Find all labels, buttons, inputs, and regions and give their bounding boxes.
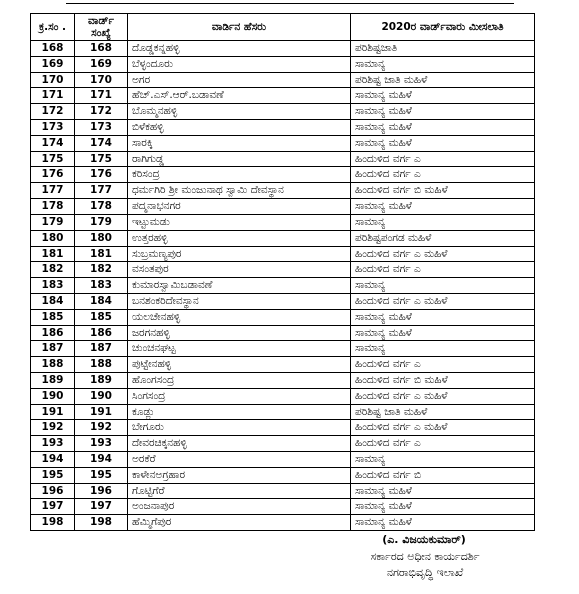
table-row — [31, 341, 535, 357]
reservation-cell: ಸಾಮಾನ್ಯ ಮಹಿಳೆ — [351, 325, 535, 341]
ward-name-cell: ಯಲಚೇನಹಳ್ಳಿ — [128, 309, 351, 325]
reservation-cell: ಸಾಮಾನ್ಯ ಮಹಿಳೆ — [351, 135, 535, 151]
header-ward-no: ವಾರ್ಡ್ ಸಂಖ್ಯೆ — [75, 14, 128, 41]
reservation-cell: ಸಾಮಾನ್ಯ ಮಹಿಳೆ — [351, 483, 535, 499]
table-row — [31, 436, 535, 452]
ward-name-cell: ಕರಿಸಂದ್ರ — [128, 167, 351, 183]
ward-no-cell: 181 — [75, 246, 128, 262]
reservation-cell: ಹಿಂದುಳಿದ ವರ್ಗ ಎ ಮಹಿಳೆ — [351, 388, 535, 404]
reservation-cell: ಹಿಂದುಳಿದ ವರ್ಗ ಎ — [351, 436, 535, 452]
reservation-cell: ಸಾಮಾನ್ಯ ಮಹಿಳೆ — [351, 515, 535, 531]
ward-name-cell: ಧರ್ಮಗಿರಿ ಶ್ರೀ ಮಂಜುನಾಥ ಸ್ವಾಮಿ ದೇವಸ್ಥಾನ — [128, 183, 351, 199]
ward-no-cell: 182 — [75, 262, 128, 278]
ward-name-cell: ಸಿಂಗಸಂದ್ರ — [128, 388, 351, 404]
table-row — [31, 467, 535, 483]
ward-name-cell: ಬೆಳ್ಳಂದೂರು — [128, 56, 351, 72]
ward-no-cell: 184 — [75, 293, 128, 309]
ward-name-cell: ಉತ್ತರಹಳ್ಳಿ — [128, 230, 351, 246]
ward-no-cell: 180 — [75, 230, 128, 246]
ward-no-cell: 170 — [75, 72, 128, 88]
ward-reservation-table — [30, 13, 535, 531]
reservation-cell: ಸಾಮಾನ್ಯ — [351, 341, 535, 357]
sl-cell: 170 — [31, 72, 75, 88]
ward-no-cell: 176 — [75, 167, 128, 183]
sl-cell: 198 — [31, 515, 75, 531]
table-row — [31, 293, 535, 309]
ward-no-cell: 177 — [75, 183, 128, 199]
ward-name-cell: ಬೊಮ್ಮನಹಳ್ಳಿ — [128, 104, 351, 120]
reservation-cell: ಸಾಮಾನ್ಯ ಮಹಿಳೆ — [351, 309, 535, 325]
sl-cell: 173 — [31, 119, 75, 135]
ward-no-cell: 179 — [75, 214, 128, 230]
reservation-cell: ಸಾಮಾನ್ಯ — [351, 278, 535, 294]
table-row — [31, 372, 535, 388]
ward-name-cell: ದೊಡ್ಡಕನ್ನಹಳ್ಳಿ — [128, 41, 351, 57]
reservation-cell: ಹಿಂದುಳಿದ ವರ್ಗ ಬಿ ಮಹಿಳೆ — [351, 372, 535, 388]
table-row — [31, 104, 535, 120]
ward-name-cell: ಚುಂಚನಘಟ್ಟ — [128, 341, 351, 357]
reservation-cell: ಸಾಮಾನ್ಯ — [351, 451, 535, 467]
table-row — [31, 119, 535, 135]
sl-cell: 189 — [31, 372, 75, 388]
reservation-cell: ಪರಿಶಿಷ್ಟ ಜಾತಿ ಮಹಿಳೆ — [351, 72, 535, 88]
ward-name-cell: ಬಿಳೆಕಹಳ್ಳಿ — [128, 119, 351, 135]
sl-cell: 194 — [31, 451, 75, 467]
sl-cell: 190 — [31, 388, 75, 404]
ward-no-cell: 185 — [75, 309, 128, 325]
ward-no-cell: 175 — [75, 151, 128, 167]
table-row — [31, 451, 535, 467]
sl-cell: 182 — [31, 262, 75, 278]
sl-cell: 183 — [31, 278, 75, 294]
sl-cell: 195 — [31, 467, 75, 483]
ward-name-cell: ಪದ್ಮನಾಭನಗರ — [128, 199, 351, 215]
ward-name-cell: ಪುಟ್ಟೇನಹಳ್ಳಿ — [128, 357, 351, 373]
ward-no-cell: 171 — [75, 88, 128, 104]
table-row — [31, 420, 535, 436]
sl-cell: 179 — [31, 214, 75, 230]
sl-cell: 168 — [31, 41, 75, 57]
reservation-cell: ಹಿಂದುಳಿದ ವರ್ಗ ಎ — [351, 357, 535, 373]
reservation-cell: ಪರಿಶಿಷ್ಟ ಜಾತಿ ಮಹಿಳೆ — [351, 404, 535, 420]
ward-name-cell: ಸುಬ್ರಮಣ್ಯಪುರ — [128, 246, 351, 262]
ward-no-cell: 188 — [75, 357, 128, 373]
ward-no-cell: 198 — [75, 515, 128, 531]
ward-name-cell: ಕುಮಾರಸ್ವಾಮಿಬಡಾವಣೆ — [128, 278, 351, 294]
table-row — [31, 246, 535, 262]
reservation-cell: ಸಾಮಾನ್ಯ ಮಹಿಳೆ — [351, 104, 535, 120]
ward-no-cell: 194 — [75, 451, 128, 467]
ward-name-cell: ಅಂಜನಾಪುರ — [128, 499, 351, 515]
sl-cell: 188 — [31, 357, 75, 373]
reservation-cell: ಹಿಂದುಳಿದ ವರ್ಗ ಎ — [351, 151, 535, 167]
sl-cell: 176 — [31, 167, 75, 183]
ward-name-cell: ಕೂಡ್ಲು — [128, 404, 351, 420]
ward-no-cell: 183 — [75, 278, 128, 294]
sl-cell: 185 — [31, 309, 75, 325]
table-row — [31, 278, 535, 294]
table-row — [31, 135, 535, 151]
ward-name-cell: ಬನಶಂಕರಿದೇವಸ್ಥಾನ — [128, 293, 351, 309]
sl-cell: 186 — [31, 325, 75, 341]
table-row — [31, 199, 535, 215]
sl-cell: 191 — [31, 404, 75, 420]
ward-name-cell: ಅರಕೆರೆ — [128, 451, 351, 467]
sl-cell: 193 — [31, 436, 75, 452]
reservation-cell: ಸಾಮಾನ್ಯ ಮಹಿಳೆ — [351, 119, 535, 135]
table-row — [31, 262, 535, 278]
table-row — [31, 88, 535, 104]
ward-no-cell: 178 — [75, 199, 128, 215]
ward-no-cell: 174 — [75, 135, 128, 151]
sl-cell: 175 — [31, 151, 75, 167]
sl-cell: 192 — [31, 420, 75, 436]
header-ward-name: ವಾರ್ಡಿನ ಹೆಸರು — [128, 14, 351, 41]
table-row — [31, 56, 535, 72]
reservation-cell: ಹಿಂದುಳಿದ ವರ್ಗ ಎ ಮಹಿಳೆ — [351, 293, 535, 309]
ward-no-cell: 192 — [75, 420, 128, 436]
reservation-cell: ಹಿಂದುಳಿದ ವರ್ಗ ಬಿ — [351, 467, 535, 483]
ward-no-cell: 196 — [75, 483, 128, 499]
ward-name-cell: ರಾಗಿಗುಡ್ಡ — [128, 151, 351, 167]
table-row — [31, 230, 535, 246]
table-row — [31, 309, 535, 325]
reservation-cell: ಸಾಮಾನ್ಯ — [351, 214, 535, 230]
reservation-cell: ಹಿಂದುಳಿದ ವರ್ಗ ಎ — [351, 262, 535, 278]
ward-name-cell: ಗೊಟ್ಟಿಗೆರೆ — [128, 483, 351, 499]
ward-no-cell: 189 — [75, 372, 128, 388]
reservation-cell: ಸಾಮಾನ್ಯ — [351, 56, 535, 72]
ward-no-cell: 186 — [75, 325, 128, 341]
sl-cell: 177 — [31, 183, 75, 199]
signatory-department: ನಗರಾಭಿವೃದ್ಧಿ ಇಲಾಖೆ — [386, 566, 464, 579]
reservation-cell: ಹಿಂದುಳಿದ ವರ್ಗ ಎ ಮಹಿಳೆ — [351, 420, 535, 436]
table-row — [31, 404, 535, 420]
ward-no-cell: 195 — [75, 467, 128, 483]
reservation-cell: ಪರಿಶಿಷ್ಟಪಂಗಡ ಮಹಿಳೆ — [351, 230, 535, 246]
sl-cell: 178 — [31, 199, 75, 215]
table-row — [31, 515, 535, 531]
ward-no-cell: 191 — [75, 404, 128, 420]
ward-name-cell: ಹೆಚ್.ಎಸ್.ಆರ್.ಬಡಾವಣೆ — [128, 88, 351, 104]
table-row — [31, 388, 535, 404]
signatory-name: (ಎ. ವಿಜಯಕುಮಾರ್) — [382, 533, 466, 546]
table-row — [31, 483, 535, 499]
reservation-cell: ಪರಿಶಿಷ್ಟಜಾತಿ — [351, 41, 535, 57]
signatory-title: ಸರ್ಕಾರದ ಅಧೀನ ಕಾರ್ಯದರ್ಶಿ — [370, 550, 480, 563]
table-row — [31, 325, 535, 341]
reservation-cell: ಹಿಂದುಳಿದ ವರ್ಗ ಎ — [351, 167, 535, 183]
sl-cell: 174 — [31, 135, 75, 151]
ward-no-cell: 169 — [75, 56, 128, 72]
sl-cell: 171 — [31, 88, 75, 104]
ward-name-cell: ಹೊಂಗಸಂದ್ರ — [128, 372, 351, 388]
reservation-cell: ಹಿಂದುಳಿದ ವರ್ಗ ಬಿ ಮಹಿಳೆ — [351, 183, 535, 199]
ward-name-cell: ಕಾಳೇನಅಗ್ರಹಾರ — [128, 467, 351, 483]
sl-cell: 184 — [31, 293, 75, 309]
ward-name-cell: ಸಾರಕ್ಕಿ — [128, 135, 351, 151]
ward-name-cell: ದೇವರಚಿಕ್ಕನಹಳ್ಳಿ — [128, 436, 351, 452]
ward-no-cell: 187 — [75, 341, 128, 357]
ward-name-cell: ಇಟ್ಟುಮಡು — [128, 214, 351, 230]
reservation-cell: ಸಾಮಾನ್ಯ ಮಹಿಳೆ — [351, 499, 535, 515]
table-row — [31, 183, 535, 199]
ward-name-cell: ಅಗರ — [128, 72, 351, 88]
ward-name-cell: ಹೆಮ್ಮಿಗೆಪುರ — [128, 515, 351, 531]
ward-name-cell: ಜರಗನಹಳ್ಳಿ — [128, 325, 351, 341]
sl-cell: 169 — [31, 56, 75, 72]
reservation-cell: ಸಾಮಾನ್ಯ ಮಹಿಳೆ — [351, 199, 535, 215]
sl-cell: 187 — [31, 341, 75, 357]
ward-no-cell: 193 — [75, 436, 128, 452]
ward-no-cell: 172 — [75, 104, 128, 120]
sl-cell: 180 — [31, 230, 75, 246]
header-reservation: 2020ರ ವಾರ್ಡ್‌ವಾರು ಮೀಸಲಾತಿ — [351, 14, 535, 41]
table-row — [31, 41, 535, 57]
sl-cell: 196 — [31, 483, 75, 499]
ward-no-cell: 173 — [75, 119, 128, 135]
ward-no-cell: 190 — [75, 388, 128, 404]
sl-cell: 172 — [31, 104, 75, 120]
table-row — [31, 167, 535, 183]
header-sl-no: ಕ್ರ.ಸಂ . — [31, 14, 75, 41]
ward-name-cell: ವಸಂತಪುರ — [128, 262, 351, 278]
table-row — [31, 214, 535, 230]
ward-no-cell: 197 — [75, 499, 128, 515]
table-header-row — [31, 14, 535, 41]
table-row — [31, 499, 535, 515]
table-body — [31, 41, 535, 531]
reservation-cell: ಸಾಮಾನ್ಯ ಮಹಿಳೆ — [351, 88, 535, 104]
table-row — [31, 357, 535, 373]
reservation-cell: ಹಿಂದುಳಿದ ವರ್ಗ ಎ ಮಹಿಳೆ — [351, 246, 535, 262]
table-row — [31, 151, 535, 167]
ward-no-cell: 168 — [75, 41, 128, 57]
ward-name-cell: ಬೇಗೂರು — [128, 420, 351, 436]
table-row — [31, 72, 535, 88]
sl-cell: 197 — [31, 499, 75, 515]
sl-cell: 181 — [31, 246, 75, 262]
top-rule — [66, 3, 514, 4]
